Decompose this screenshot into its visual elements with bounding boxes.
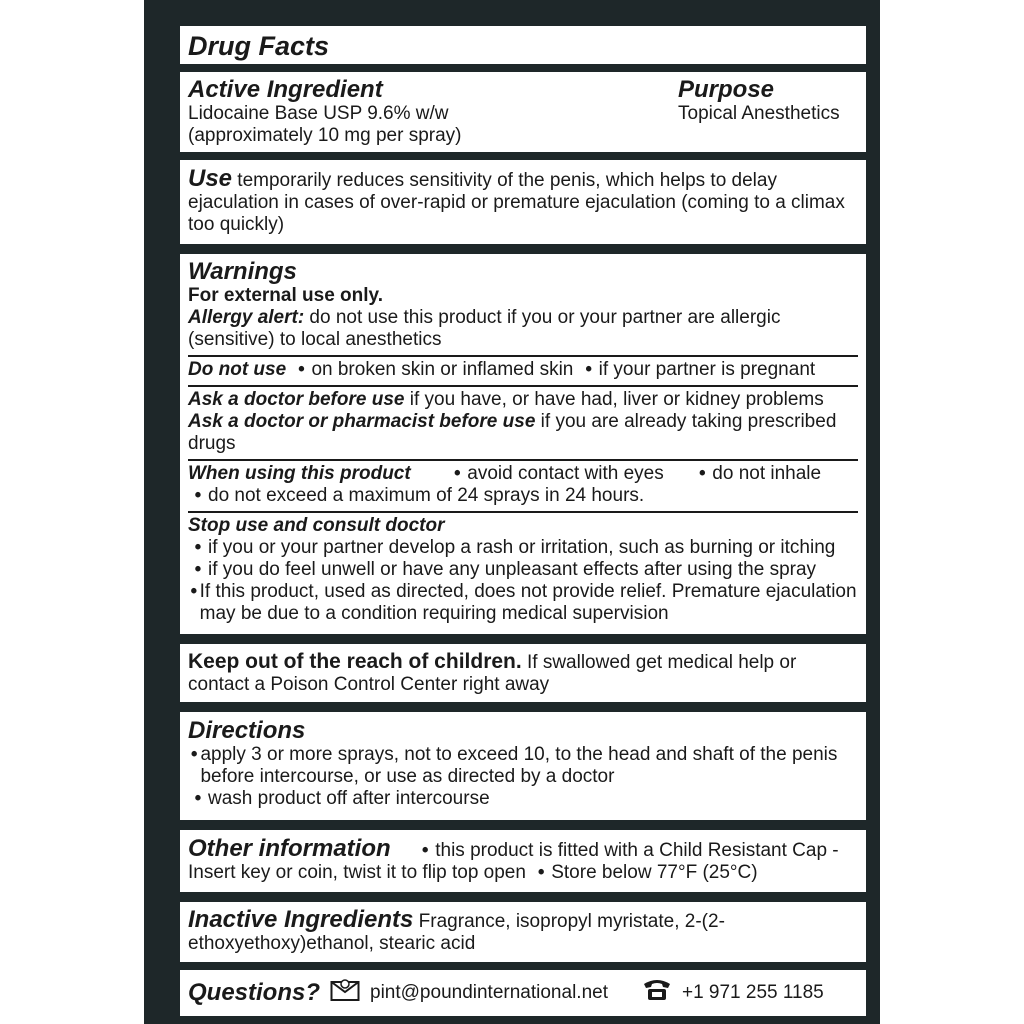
stop-use-text: if you do feel unwell or have any unpleasant effects after using the spray: [208, 559, 817, 580]
allergy-alert-text: do not use this product if you or your partner are allergic (sensitive) to local anesthetics: [188, 307, 781, 350]
stop-use-label: Stop use and consult doctor: [188, 515, 445, 536]
directions-item: [188, 744, 858, 788]
envelope-icon: [330, 978, 360, 1008]
when-using-item: avoid contact with eyes: [467, 463, 664, 484]
use-section: [180, 160, 866, 244]
bullet-icon: •: [421, 840, 429, 861]
bullet-icon: •: [453, 463, 461, 484]
other-info-item: this product is fitted with a Child Resistant Cap - Insert key or coin, twist it to flip top open: [188, 840, 839, 883]
active-ingredient-heading: Active Ingredient: [188, 76, 383, 103]
use-paragraph: [188, 166, 858, 236]
bullet-icon: •: [194, 788, 202, 809]
telephone-icon: [642, 978, 672, 1008]
ask-pharmacist-text: if you are already taking prescribed drugs: [188, 411, 837, 454]
stop-use-item: [188, 537, 858, 559]
warnings-section: [180, 254, 866, 634]
bullet-icon: •: [194, 559, 202, 580]
do-not-use-item: on broken skin or inflamed skin: [311, 359, 574, 380]
bullet-icon: •: [190, 581, 198, 602]
directions-text: wash product off after intercourse: [208, 788, 490, 809]
other-info-paragraph: [188, 836, 858, 884]
use-text: temporarily reduces sensitivity of the penis, which helps to delay ejaculation in cases of over-rapid or premature ejaculation (coming to a climax too quickly): [188, 170, 845, 235]
when-using-item: do not exceed a maximum of 24 sprays in 24 hours.: [208, 485, 645, 506]
ask-doctor-label: Ask a doctor before use: [188, 389, 405, 410]
bullet-icon: •: [537, 862, 545, 883]
warnings-heading: Warnings: [188, 258, 297, 285]
ask-pharmacist-row: [188, 411, 858, 455]
divider: [188, 459, 858, 461]
bullet-icon: •: [190, 744, 198, 765]
directions-item: [188, 788, 858, 810]
inactive-text: Fragrance, isopropyl myristate, 2-(2-ethoxyethoxy)ethanol, stearic acid: [188, 911, 725, 954]
keep-out-paragraph: [188, 651, 858, 696]
do-not-use-row: [188, 359, 858, 381]
stop-use-item: [188, 559, 858, 581]
bullet-icon: •: [194, 485, 202, 506]
drug-facts-title-box: [180, 26, 866, 64]
directions-section: [180, 712, 866, 820]
ask-doctor-row: [188, 389, 858, 411]
directions-text: apply 3 or more sprays, not to exceed 10, to the head and shaft of the penis before intercourse, or use as directed by a doctor: [200, 744, 838, 787]
other-info-item: Store below 77°F (25°C): [551, 862, 758, 883]
inactive-paragraph: [188, 907, 858, 955]
do-not-use-item: if your partner is pregnant: [598, 359, 816, 380]
purpose-heading: Purpose: [678, 76, 775, 103]
other-info-heading: Other information: [188, 835, 391, 862]
bullet-icon: •: [585, 359, 592, 380]
keep-out-label: Keep out of the reach of children.: [188, 650, 522, 673]
external-use-text: For external use only.: [188, 285, 383, 306]
stop-use-text: if you or your partner develop a rash or irritation, such as burning or itching: [208, 537, 836, 558]
page-title: Drug Facts: [188, 31, 330, 61]
active-ingredient-line1: Lidocaine Base USP 9.6% w/w: [188, 103, 449, 124]
stop-use-text: If this product, used as directed, does not provide relief. Premature ejaculation may be due to a condition requiring medical supervision: [199, 581, 857, 624]
purpose-text: Topical Anesthetics: [678, 103, 840, 124]
use-heading: Use: [188, 165, 233, 192]
keep-out-text: If swallowed get medical help or contact a Poison Control Center right away: [188, 652, 797, 695]
divider: [188, 355, 858, 357]
inactive-ingredients-section: [180, 902, 866, 962]
when-using-row-2: [188, 485, 858, 507]
when-using-label: When using this product: [188, 463, 411, 484]
allergy-alert: [188, 307, 858, 351]
divider: [188, 385, 858, 387]
active-ingredient-line2: (approximately 10 mg per spray): [188, 125, 462, 146]
inactive-heading: Inactive Ingredients: [188, 906, 414, 933]
keep-out-section: [180, 644, 866, 702]
ask-pharmacist-label: Ask a doctor or pharmacist before use: [188, 411, 536, 432]
when-using-item: do not inhale: [712, 463, 822, 484]
divider: [188, 511, 858, 513]
phone-number[interactable]: +1 971 255 1185: [681, 982, 824, 1003]
when-using-row: [188, 463, 858, 485]
bullet-icon: •: [298, 359, 305, 380]
ask-doctor-text: if you have, or have had, liver or kidney problems: [404, 389, 824, 410]
stop-use-item: [188, 581, 858, 625]
email-link[interactable]: pint@poundinternational.net: [370, 982, 608, 1003]
active-ingredient-section: [180, 72, 866, 152]
allergy-alert-label: Allergy alert:: [188, 307, 305, 328]
questions-section: [180, 970, 866, 1016]
questions-row: [188, 978, 858, 1008]
bullet-icon: •: [698, 463, 706, 484]
questions-heading: Questions?: [188, 979, 321, 1006]
other-info-section: [180, 830, 866, 892]
do-not-use-label: Do not use: [188, 359, 287, 380]
bullet-icon: •: [194, 537, 202, 558]
directions-heading: Directions: [188, 717, 306, 744]
